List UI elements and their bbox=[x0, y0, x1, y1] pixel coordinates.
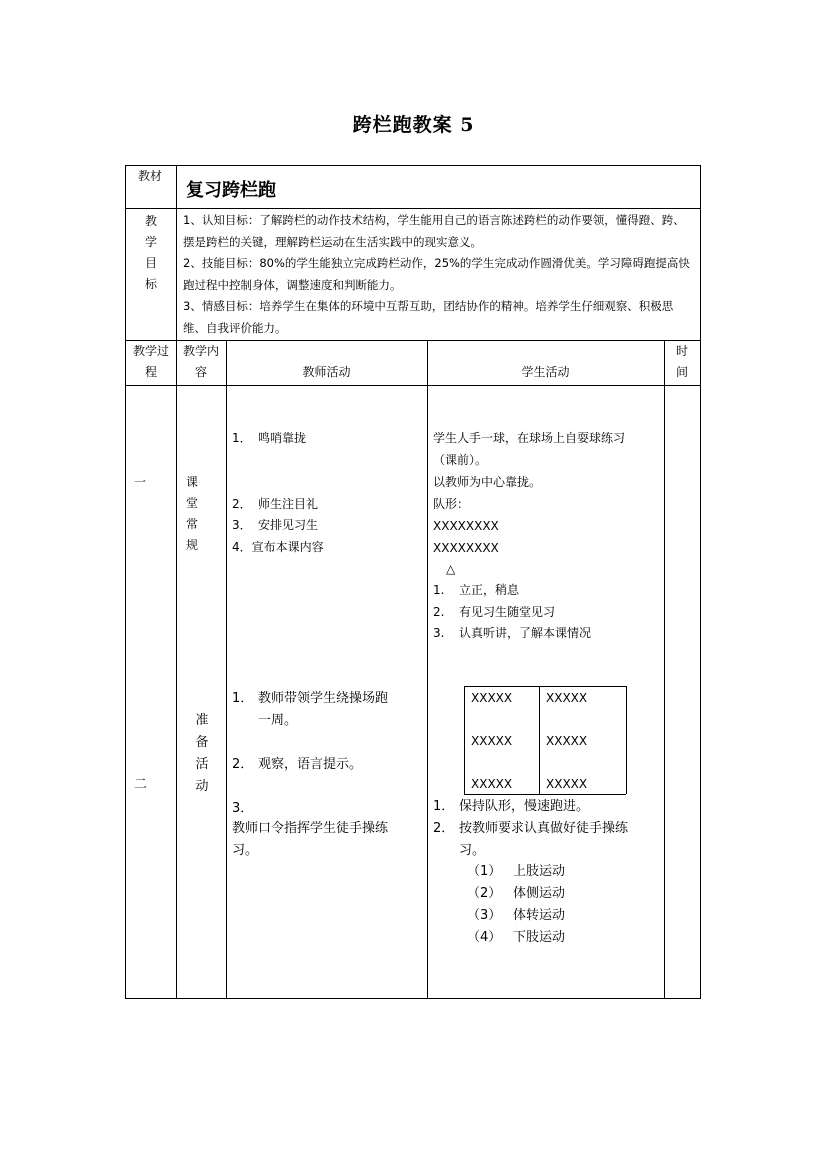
col-header-time: 时间 bbox=[675, 344, 688, 379]
step-number: 3. bbox=[433, 626, 445, 640]
step-text: 按教师要求认真做好徒手操练 bbox=[459, 821, 629, 836]
objectives-label: 教学目标 bbox=[144, 214, 157, 291]
teacher-step-cont: 一周。 bbox=[258, 713, 298, 728]
step-number: 1． bbox=[433, 799, 455, 814]
student-intro-line: 以教师为中心靠拢。 bbox=[433, 475, 542, 489]
student-step-cont: 习。 bbox=[459, 843, 486, 858]
grid-cell: XXXXX bbox=[471, 691, 513, 705]
exercise-text: 体侧运动 bbox=[513, 886, 566, 901]
step-text: 宣布本课内容 bbox=[251, 540, 324, 554]
grid-cell: XXXXX bbox=[546, 777, 588, 791]
step-text: 有见习生随堂见习 bbox=[459, 605, 556, 619]
student-step bbox=[433, 623, 591, 644]
page-title: 跨栏跑教案 5 bbox=[352, 114, 475, 136]
student-intro-line: 学生人手一球，在球场上自耍球练习 bbox=[433, 431, 626, 445]
step-text: 认真听讲，了解本课情况 bbox=[459, 626, 592, 640]
exercise-text: 下肢运动 bbox=[513, 930, 566, 945]
exercise-item bbox=[467, 905, 565, 927]
col-header-process-text: 教学过程 bbox=[132, 344, 169, 379]
section2-content: 准备活动 bbox=[195, 713, 209, 794]
section2-process: 二 bbox=[134, 777, 148, 792]
grid-cell: XXXXX bbox=[546, 734, 588, 748]
grid-cell: XXXXX bbox=[471, 777, 513, 791]
step-number: 2. bbox=[433, 605, 445, 619]
teacher-step-cont: 习。 bbox=[232, 843, 259, 858]
teacher-step bbox=[232, 688, 388, 710]
formation-row: XXXXXXXX bbox=[433, 541, 499, 555]
section1-process: 一 bbox=[134, 475, 147, 489]
grid-cell: XXXXX bbox=[471, 734, 513, 748]
step-number: 1. bbox=[433, 583, 445, 597]
step-number: 4． bbox=[232, 540, 252, 554]
step-text: 鸣哨靠拢 bbox=[258, 431, 307, 445]
step-text: 师生注目礼 bbox=[258, 497, 319, 511]
step-number: 1． bbox=[232, 431, 252, 445]
exercise-item bbox=[467, 883, 565, 905]
grid-cell: XXXXX bbox=[546, 691, 588, 705]
objective-item: 2、技能目标：80%的学生能独立完成跨栏动作，25%的学生完成动作圆滑优美。学习障碍跑提高快跑过程中控制身体，调整速度和判断能力。 bbox=[183, 256, 690, 292]
col-header-content bbox=[180, 341, 222, 383]
jiaocai-label: 教材 bbox=[138, 169, 163, 183]
teacher-step-cont: 教师口令指挥学生徒手操练 bbox=[232, 821, 389, 836]
jiaocai-value: 复习跨栏跑 bbox=[186, 180, 276, 201]
teacher-step bbox=[232, 494, 318, 515]
objective-item: 1、认知目标：了解跨栏的动作技术结构，学生能用自己的语言陈述跨栏的动作要领，懂得蹬、跨、摆是跨栏的关键，理解跨栏运动在生活实践中的现实意义。 bbox=[183, 213, 685, 249]
col-header-teacher: 教师活动 bbox=[302, 365, 351, 379]
step-text: 教师带领学生绕操场跑 bbox=[258, 691, 389, 706]
step-number: 3． bbox=[232, 518, 252, 532]
teacher-step bbox=[232, 537, 324, 558]
step-number: 1． bbox=[232, 691, 254, 706]
teacher-step bbox=[232, 515, 318, 536]
step-text: 保持队形，慢速跑进。 bbox=[459, 799, 590, 814]
step-number: 2． bbox=[232, 757, 254, 772]
student-step bbox=[433, 796, 589, 818]
student-step bbox=[433, 580, 519, 601]
section1-content: 课堂常规 bbox=[185, 475, 198, 552]
formation-row: XXXXXXXX bbox=[433, 519, 499, 533]
teacher-step bbox=[232, 754, 362, 776]
objective-item: 3、情感目标：培养学生在集体的环境中互帮互助，团结协作的精神。培养学生仔细观察、积极思维、自我评价能力。 bbox=[183, 299, 674, 335]
col-header-student: 学生活动 bbox=[521, 365, 570, 379]
exercise-text: 体转运动 bbox=[513, 908, 566, 923]
exercise-number: （2） bbox=[467, 886, 502, 901]
student-intro-line: 队形： bbox=[433, 497, 470, 511]
teacher-position-marker: △ bbox=[446, 562, 456, 576]
exercise-number: （3） bbox=[467, 908, 502, 923]
student-intro-line: （课前）。 bbox=[433, 453, 488, 467]
exercise-item bbox=[467, 927, 565, 949]
exercise-number: （1） bbox=[467, 864, 502, 879]
exercise-number: （4） bbox=[467, 930, 502, 945]
step-text: 立正，稍息 bbox=[459, 583, 520, 597]
teacher-step-number: 3． bbox=[232, 801, 254, 816]
col-header-process bbox=[130, 341, 172, 383]
step-text: 观察，语言提示。 bbox=[258, 757, 363, 772]
exercise-text: 上肢运动 bbox=[513, 864, 566, 879]
exercise-item bbox=[467, 861, 565, 883]
step-text: 安排见习生 bbox=[258, 518, 319, 532]
step-number: 2． bbox=[232, 497, 252, 511]
student-step bbox=[433, 602, 555, 623]
objectives-list bbox=[183, 210, 693, 339]
teacher-step bbox=[232, 428, 306, 449]
step-number: 2． bbox=[433, 821, 455, 836]
col-header-content-text: 教学内容 bbox=[182, 344, 219, 379]
student-step bbox=[433, 818, 628, 840]
